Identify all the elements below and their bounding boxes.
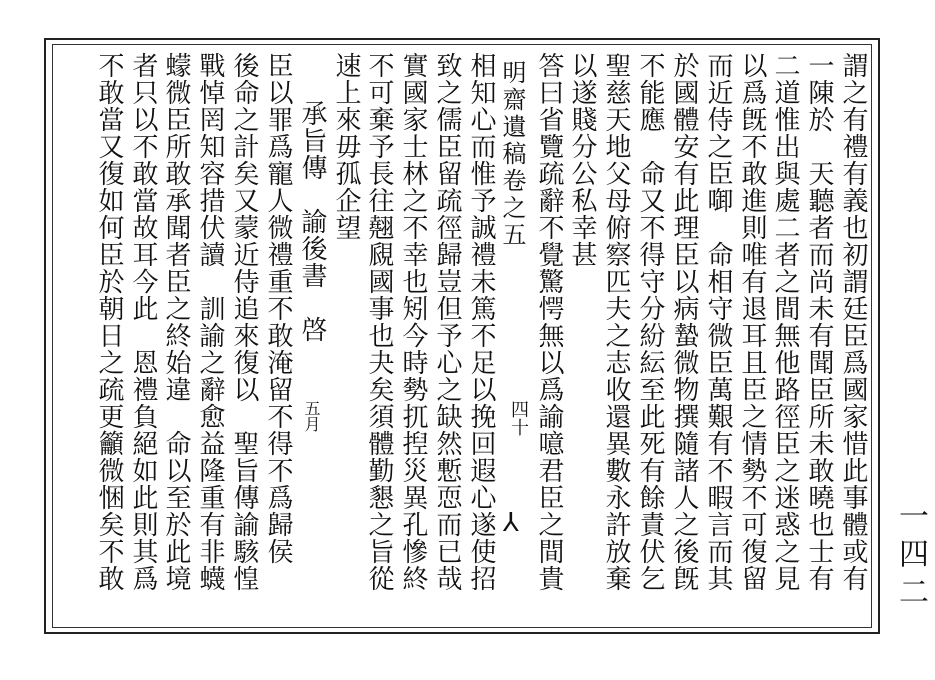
page-number: 一四二	[893, 500, 928, 614]
fishtail-mark: ⅄	[503, 508, 519, 538]
text-column: 不能應 命又不得守分紛紜至此死有餘責伏乞	[635, 52, 665, 592]
month-note: 五月	[302, 400, 321, 432]
text-column: 答曰省覽疏辭不覺驚愕無以爲諭噫君臣之間貴	[534, 52, 564, 592]
text-column: 致之儒臣留疏徑歸豈但予心之缺然慙恧而已哉	[432, 52, 462, 592]
text-column: 戰悼罔知容措伏讀 訓諭之辭愈益隆重有非蠛	[195, 52, 225, 592]
text-column: 一陳於 天聽者而尚未有聞臣所未敢曉也士有	[804, 52, 834, 592]
text-column: 以遂賤分公私幸甚	[567, 52, 597, 268]
text-column: 而近侍之臣啣 命相守微臣萬艱有不暇言而其	[703, 52, 733, 592]
text-column: 實國家士林之不幸也矧今時勢扤揑災異孔慘終	[398, 52, 428, 592]
memorial-heading: 承旨傳 諭後書 啓	[297, 100, 327, 343]
text-column: 不可棄予長往翹覛國事也夬矣須體勤懇之旨從	[364, 52, 394, 592]
text-column: 不敢當又復如何臣於朝日之疏更籲微悃矣不敢	[94, 52, 124, 592]
text-column: 後命之計矣又蒙近侍追來復以 聖旨傳諭駭惶	[229, 52, 259, 592]
text-column: 相知心而惟予誠禮未篤不足以挽回遐心遂使招	[466, 52, 496, 592]
text-column: 臣以罪爲寵人微禮重不敢淹留不得不爲歸侯	[263, 52, 293, 565]
text-column: 蠓微臣所敢承聞者臣之終始違 命以至於此境	[161, 52, 191, 592]
text-column: 於國體安有此理臣以病蟄微物撰隨諸人之後旣	[669, 52, 699, 592]
text-column: 者只以不敢當故耳今此 恩禮負絕如此則其爲	[128, 52, 158, 592]
text-column: 以爲旣不敢進則唯有退耳且臣之情勢不可復留	[737, 52, 767, 592]
book-title: 明齋遺稿卷之五	[498, 60, 526, 249]
text-column: 速上來毋孤企望	[331, 52, 361, 241]
text-column: 聖慈天地父母俯察匹夫之志收還異數永許放棄	[601, 52, 631, 592]
text-column: 二道惟出與處二者之間無他路徑臣之迷惑之見	[770, 52, 800, 592]
folio-number: 四十	[508, 400, 529, 436]
text-column: 謂之有禮有義也初謂廷臣爲國家惜此事體或有	[838, 52, 868, 592]
